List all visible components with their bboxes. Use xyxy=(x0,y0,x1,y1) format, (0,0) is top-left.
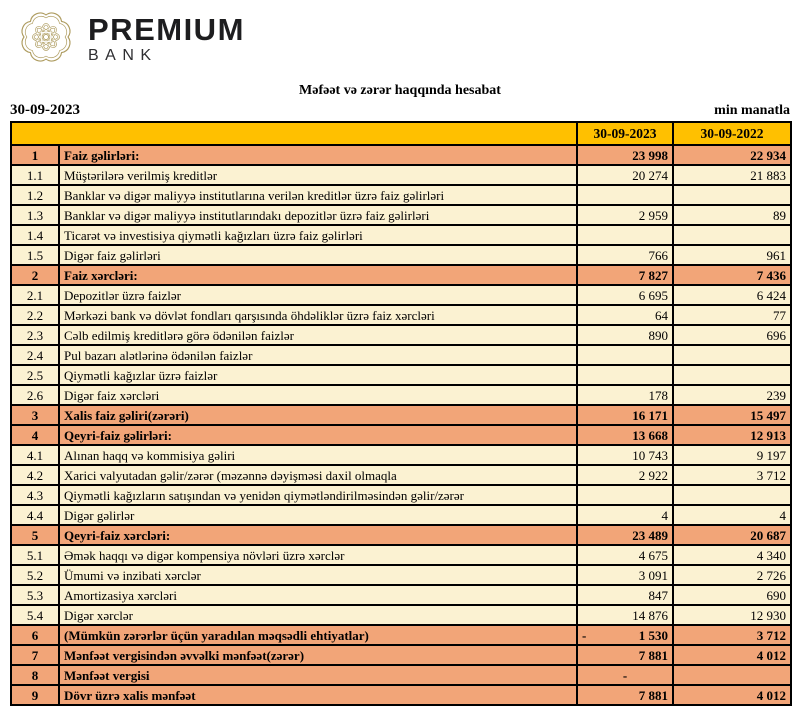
row-value-2023 xyxy=(577,185,673,205)
row-value-2023 xyxy=(577,345,673,365)
table-row xyxy=(11,485,791,505)
row-value-2022: 7 436 xyxy=(673,265,791,285)
bank-logo-text xyxy=(88,14,245,64)
row-value-2022: 89 xyxy=(673,205,791,225)
row-value-2023: 16 171 xyxy=(577,405,673,425)
row-value-2023: 64 xyxy=(577,305,673,325)
row-value-2023: - xyxy=(577,665,673,685)
row-value-2023: 23 489 xyxy=(577,525,673,545)
row-value-2022: 2 726 xyxy=(673,565,791,585)
row-label: Digər faiz gəlirləri xyxy=(59,245,577,265)
row-label: Mənfəət vergisi xyxy=(59,665,577,685)
row-number: 4.1 xyxy=(11,445,59,465)
row-value-2023: 766 xyxy=(577,245,673,265)
row-value-2022: 9 197 xyxy=(673,445,791,465)
row-number: 4.2 xyxy=(11,465,59,485)
row-label: Əmək haqqı və digər kompensiya növləri üzrə xərclər xyxy=(59,545,577,565)
row-number: 9 xyxy=(11,685,59,705)
table-row xyxy=(11,385,791,405)
table-row xyxy=(11,225,791,245)
negative-sign: - xyxy=(582,627,587,643)
row-number: 5.3 xyxy=(11,585,59,605)
row-number: 6 xyxy=(11,625,59,645)
row-value-2023: 178 xyxy=(577,385,673,405)
header-col-2023: 30-09-2023 xyxy=(577,122,673,145)
row-value-2023: 4 675 xyxy=(577,545,673,565)
unit-label: min manatla xyxy=(714,103,790,118)
row-value-2022: 77 xyxy=(673,305,791,325)
row-value-2023: 4 xyxy=(577,505,673,525)
row-label: Amortizasiya xərcləri xyxy=(59,585,577,605)
row-value-2022 xyxy=(673,225,791,245)
row-number: 2.4 xyxy=(11,345,59,365)
row-value-2023: 10 743 xyxy=(577,445,673,465)
row-value-2023: 847 xyxy=(577,585,673,605)
row-number: 4.3 xyxy=(11,485,59,505)
table-row xyxy=(11,605,791,625)
row-number: 5.1 xyxy=(11,545,59,565)
row-label: Faiz gəlirləri: xyxy=(59,145,577,165)
row-number: 2 xyxy=(11,265,59,285)
row-value-2023 xyxy=(577,365,673,385)
ornamental-knot-icon xyxy=(14,8,78,71)
row-number: 1.1 xyxy=(11,165,59,185)
row-value-2022: 4 012 xyxy=(673,645,791,665)
row-value-2022: 690 xyxy=(673,585,791,605)
table-row xyxy=(11,185,791,205)
row-value-2022: 961 xyxy=(673,245,791,265)
row-value-2023: - 1 530 xyxy=(577,625,673,645)
table-row xyxy=(11,285,791,305)
row-number: 2.2 xyxy=(11,305,59,325)
table-row xyxy=(11,505,791,525)
row-number: 5.2 xyxy=(11,565,59,585)
row-value-2022: 239 xyxy=(673,385,791,405)
table-row xyxy=(11,525,791,545)
row-value-2022 xyxy=(673,345,791,365)
row-value-2023: 13 668 xyxy=(577,425,673,445)
table-row xyxy=(11,665,791,685)
row-value-2022: 4 012 xyxy=(673,685,791,705)
row-label: Digər xərclər xyxy=(59,605,577,625)
row-number: 1.3 xyxy=(11,205,59,225)
table-row xyxy=(11,685,791,705)
row-value-2022: 12 930 xyxy=(673,605,791,625)
table-row xyxy=(11,625,791,645)
row-label: Mənfəət vergisindən əvvəlki mənfəət(zərər) xyxy=(59,645,577,665)
row-label: Depozitlər üzrə faizlər xyxy=(59,285,577,305)
row-label: Banklar və digər maliyyə institutlarına verilən kreditlər üzrə faiz gəlirləri xyxy=(59,185,577,205)
row-value-2023: 23 998 xyxy=(577,145,673,165)
row-value-2023: 7 881 xyxy=(577,645,673,665)
row-number: 2.3 xyxy=(11,325,59,345)
row-number: 1.2 xyxy=(11,185,59,205)
row-value-2022: 696 xyxy=(673,325,791,345)
table-row xyxy=(11,645,791,665)
row-value-2022: 22 934 xyxy=(673,145,791,165)
row-label: Pul bazarı alətlərinə ödənilən faizlər xyxy=(59,345,577,365)
row-number: 8 xyxy=(11,665,59,685)
row-number: 3 xyxy=(11,405,59,425)
table-header-row xyxy=(11,122,791,145)
row-value-2022: 3 712 xyxy=(673,625,791,645)
bank-logo xyxy=(0,0,800,70)
row-value-2023 xyxy=(577,485,673,505)
row-label: Digər faiz xərcləri xyxy=(59,385,577,405)
row-number: 4.4 xyxy=(11,505,59,525)
table-row xyxy=(11,565,791,585)
row-number: 7 xyxy=(11,645,59,665)
row-label: Qeyri-faiz xərcləri: xyxy=(59,525,577,545)
bank-name: PREMIUM xyxy=(88,12,245,47)
table-row xyxy=(11,305,791,325)
row-label: Alınan haqq və kommisiya gəliri xyxy=(59,445,577,465)
row-value-2022: 4 xyxy=(673,505,791,525)
row-label: Ümumi və inzibati xərclər xyxy=(59,565,577,585)
row-number: 2.5 xyxy=(11,365,59,385)
row-value-2023: 14 876 xyxy=(577,605,673,625)
row-label: Dövr üzrə xalis mənfəət xyxy=(59,685,577,705)
row-label: Mərkəzi bank və dövlət fondları qarşısında öhdəliklər üzrə faiz xərcləri xyxy=(59,305,577,325)
table-row xyxy=(11,405,791,425)
table-row xyxy=(11,345,791,365)
row-value-2023: 890 xyxy=(577,325,673,345)
table-row xyxy=(11,465,791,485)
table-row xyxy=(11,445,791,465)
row-value-2022: 15 497 xyxy=(673,405,791,425)
row-value-2022: 20 687 xyxy=(673,525,791,545)
table-row xyxy=(11,165,791,185)
table-row xyxy=(11,205,791,225)
row-label: Müştərilərə verilmiş kreditlər xyxy=(59,165,577,185)
row-value-2022 xyxy=(673,365,791,385)
row-value-2023: 2 922 xyxy=(577,465,673,485)
row-label: (Mümkün zərərlər üçün yaradılan məqsədli ehtiyatlar) xyxy=(59,625,577,645)
header-col-2022: 30-09-2022 xyxy=(673,122,791,145)
row-label: Banklar və digər maliyyə institutlarındakı depozitlər üzrə faiz gəlirləri xyxy=(59,205,577,225)
table-row xyxy=(11,365,791,385)
row-label: Ticarət və investisiya qiymətli kağızları üzrə faiz gəlirləri xyxy=(59,225,577,245)
row-label: Digər gəlirlər xyxy=(59,505,577,525)
table-row xyxy=(11,545,791,565)
row-value-2023: 7 881 xyxy=(577,685,673,705)
row-number: 1.4 xyxy=(11,225,59,245)
table-row xyxy=(11,245,791,265)
profit-loss-table xyxy=(10,121,792,706)
row-label: Cəlb edilmiş kreditlərə görə ödənilən faizlər xyxy=(59,325,577,345)
row-value-2022: 3 712 xyxy=(673,465,791,485)
row-value-2023: 6 695 xyxy=(577,285,673,305)
row-number: 2.6 xyxy=(11,385,59,405)
bank-name-sub: BANK xyxy=(88,47,158,64)
row-value-2023: 3 091 xyxy=(577,565,673,585)
meta-row xyxy=(0,102,800,119)
row-number: 5.4 xyxy=(11,605,59,625)
row-number: 5 xyxy=(11,525,59,545)
row-label: Qeyri-faiz gəlirləri: xyxy=(59,425,577,445)
row-number: 4 xyxy=(11,425,59,445)
row-number: 1.5 xyxy=(11,245,59,265)
row-value-2023 xyxy=(577,225,673,245)
row-number: 1 xyxy=(11,145,59,165)
table-row xyxy=(11,145,791,165)
page-title: Məfəət və zərər haqqında hesabat xyxy=(299,83,501,98)
row-label: Qiymətli kağızların satışından və yenidən qiymətləndirilməsindən gəlir/zərər xyxy=(59,485,577,505)
table-row xyxy=(11,425,791,445)
row-value-2022: 6 424 xyxy=(673,285,791,305)
table-row xyxy=(11,265,791,285)
row-number: 2.1 xyxy=(11,285,59,305)
row-value-2023: 2 959 xyxy=(577,205,673,225)
report-date: 30-09-2023 xyxy=(10,102,80,118)
row-label: Xarici valyutadan gəlir/zərər (məzənnə dəyişməsi daxil olmaqla xyxy=(59,465,577,485)
row-value-2023: 7 827 xyxy=(577,265,673,285)
row-label: Faiz xərcləri: xyxy=(59,265,577,285)
row-value-2022: 4 340 xyxy=(673,545,791,565)
row-value-2022: 12 913 xyxy=(673,425,791,445)
table-row xyxy=(11,325,791,345)
row-value-2022 xyxy=(673,485,791,505)
row-value-2022: 21 883 xyxy=(673,165,791,185)
row-value-2023: 20 274 xyxy=(577,165,673,185)
header-blank-cell xyxy=(11,122,577,145)
table-row xyxy=(11,585,791,605)
row-value-2022 xyxy=(673,185,791,205)
report-table-body xyxy=(11,145,791,705)
row-label: Xalis faiz gəliri(zərəri) xyxy=(59,405,577,425)
row-label: Qiymətli kağızlar üzrə faizlər xyxy=(59,365,577,385)
row-value-2022 xyxy=(673,665,791,685)
